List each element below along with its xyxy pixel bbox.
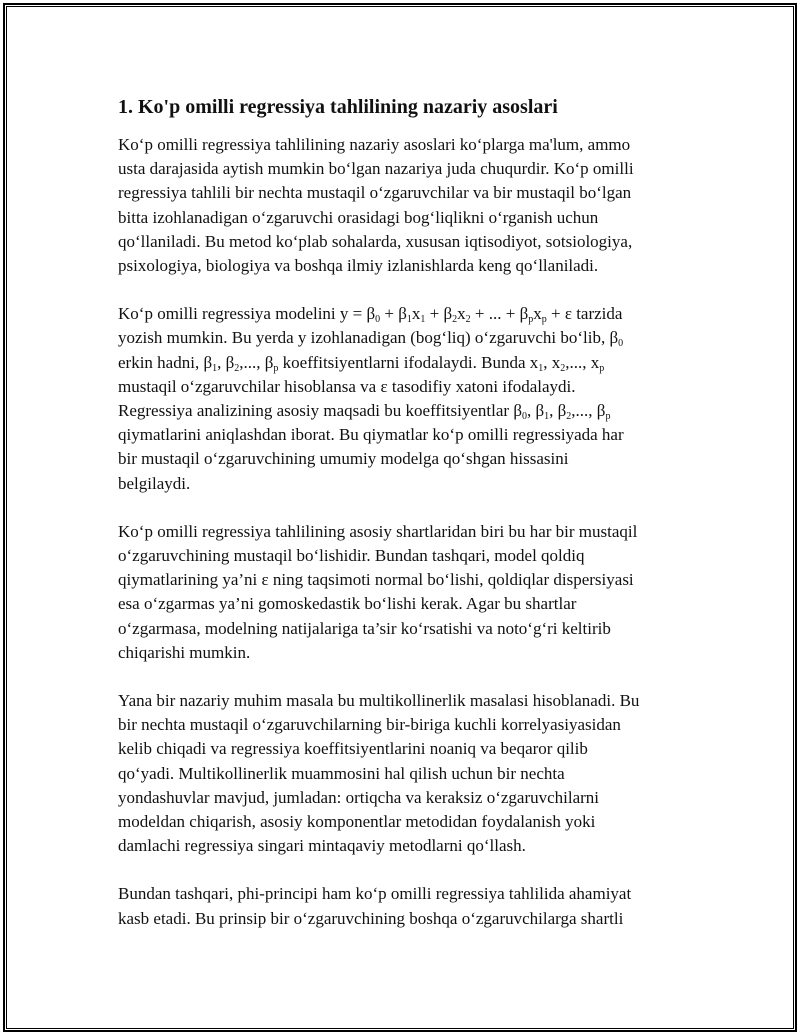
section-heading: 1. Ko'p omilli regressiya tahlilining nazariy asoslari: [118, 96, 558, 118]
paragraph: [118, 689, 688, 858]
text-line: Ko‘p omilli regressiya modelini $y = \beta_0 + \beta_1x_1 + \beta_2x_2$ + ... + $\beta_px_p + \varepsilon$ tarzida: [118, 304, 623, 326]
text-line: Yana bir nazariy muhim masala bu multikollinerlik masalasi hisoblanadi. Bu: [118, 691, 640, 711]
text-line: Ko‘p omilli regressiya tahlilining asosiy shartlaridan biri bu har bir mustaqil: [118, 521, 638, 541]
text-line: bir mustaqil o‘zgaruvchining umumiy modelga qo‘shgan hissasini: [118, 449, 569, 469]
paragraph: [118, 133, 688, 278]
text-line: erkin hadni, $\beta_1$, $\beta_2$,..., $\beta_p$ koeffitsiyentlarni ifodalaydi. Bunda $x_1$, $x_2$,..., $x_p$: [118, 352, 605, 374]
text-line: o‘zgarmasa, modelning natijalariga ta’sir ko‘rsatishi va noto‘g‘ri keltirib: [118, 618, 611, 638]
paragraph: [118, 882, 688, 930]
text-line: mustaqil o‘zgaruvchilar hisoblansa va ε tasodifiy xatoni ifodalaydi.: [118, 376, 576, 396]
text-line: yozish mumkin. Bu yerda y izohlanadigan (bog‘liq) o‘zgaruvchi bo‘lib, $\beta_0$: [118, 328, 624, 350]
text-line: modeldan chiqarish, asosiy komponentlar metodidan foydalanish yoki: [118, 812, 596, 832]
text-line: chiqarishi mumkin.: [118, 642, 251, 662]
document-body: [118, 93, 688, 955]
text-line: belgilaydi.: [118, 473, 191, 493]
paragraph: [118, 302, 688, 496]
text-line: psixologiya, biologiya va boshqa ilmiy izlanishlarda keng qo‘llaniladi.: [118, 256, 599, 276]
paragraphs-container: [118, 133, 688, 931]
text-line: qiymatlarini aniqlashdan iborat. Bu qiymatlar ko‘p omilli regressiyada har: [118, 425, 624, 445]
text-line: qo‘yadi. Multikollinerlik muammosini hal qilish uchun bir nechta: [118, 763, 565, 783]
text-line: yondashuvlar mavjud, jumladan: ortiqcha va keraksiz o‘zgaruvchilarni: [118, 787, 600, 807]
text-line: kelib chiqadi va regressiya koeffitsiyentlarini noaniq va beqaror qilib: [118, 739, 588, 759]
text-line: kasb etadi. Bu prinsip bir o‘zgaruvchining boshqa o‘zgaruvchilarga shartli: [118, 908, 624, 928]
text-line: bitta izohlanadigan o‘zgaruvchi orasidagi bog‘liqlikni o‘rganish uchun: [118, 207, 599, 227]
text-line: Regressiya analizining asosiy maqsadi bu koeffitsiyentlar $\beta_0$, $\beta_1$, $\beta_2$,..., $\beta_p$: [118, 401, 611, 423]
paragraph: [118, 520, 688, 665]
text-line: Ko‘p omilli regressiya tahlilining nazariy asoslari ko‘plarga ma'lum, ammo: [118, 135, 631, 154]
text-line: damlachi regressiya singari mintaqaviy metodlarni qo‘llash.: [118, 836, 526, 856]
text-line: esa o‘zgarmas ya’ni gomoskedastik bo‘lishi kerak. Agar bu shartlar: [118, 594, 577, 614]
text-line: regressiya tahlili bir nechta mustaqil o‘zgaruvchilar va bir mustaqil bo‘lgan: [118, 183, 632, 203]
text-line: o‘zgaruvchining mustaqil bo‘lishidir. Bundan tashqari, model qoldiq: [118, 546, 585, 566]
text-line: qo‘llaniladi. Bu metod ko‘plab sohalarda, xususan iqtisodiyot, sotsiologiya,: [118, 231, 633, 251]
text-line: usta darajasida aytish mumkin bo‘lgan nazariya juda chuqurdir. Ko‘p omilli: [118, 159, 634, 179]
text-line: bir nechta mustaqil o‘zgaruvchilarning bir-biriga kuchli korrelyasiyasidan: [118, 715, 621, 735]
text-line: Bundan tashqari, phi-principi ham ko‘p omilli regressiya tahlilida ahamiyat: [118, 884, 632, 904]
text-line: qiymatlarining ya’ni ε ning taqsimoti normal bo‘lishi, qoldiqlar dispersiyasi: [118, 570, 634, 590]
